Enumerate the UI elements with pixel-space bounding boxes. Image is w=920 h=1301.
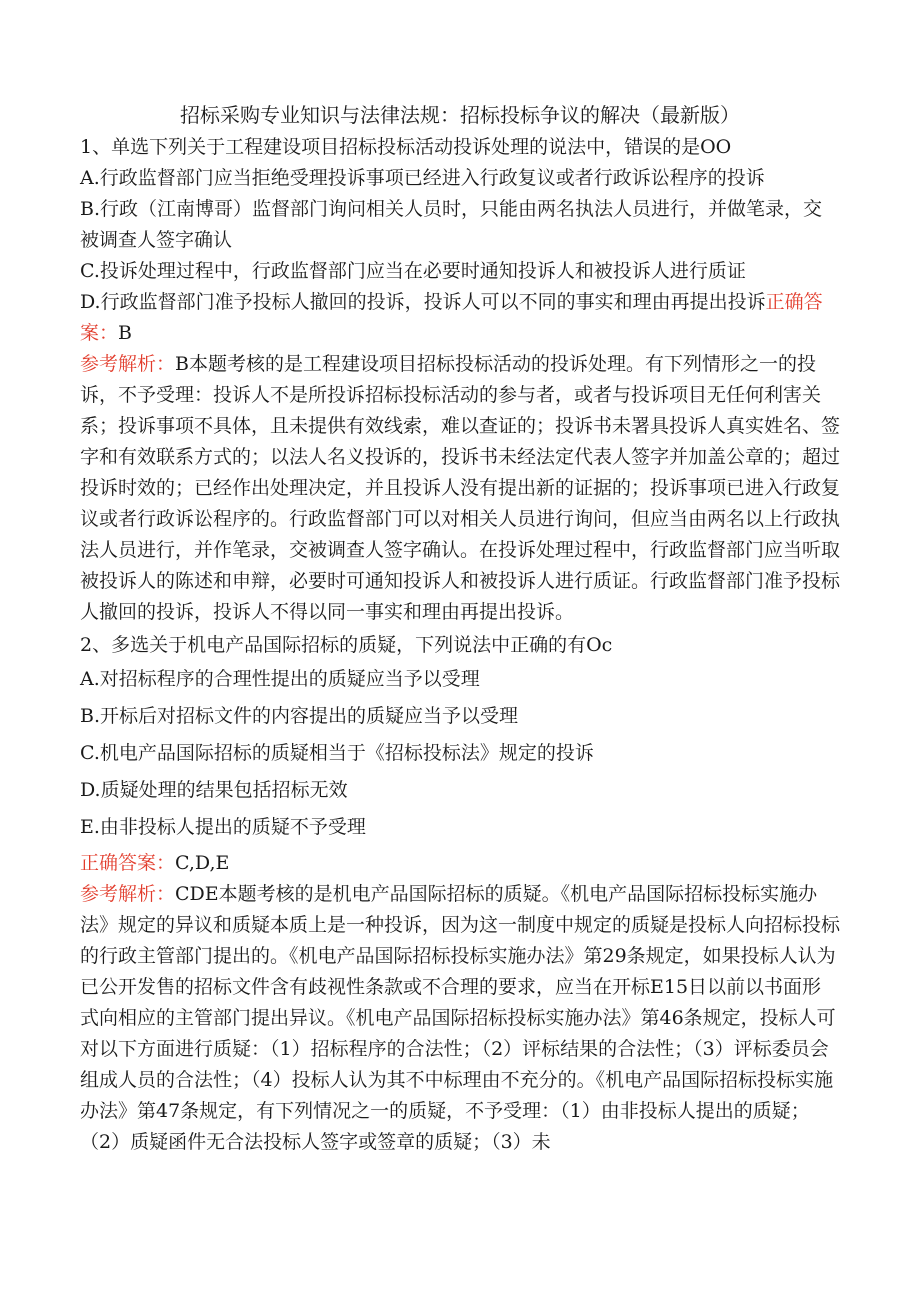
question-1-option-a: A.行政监督部门应当拒绝受理投诉事项已经进入行政复议或者行政诉讼程序的投诉 bbox=[80, 167, 765, 189]
question-1-option-b: B.行政（江南博哥）监督部门询问相关人员时，只能由两名执法人员进行，并做笔录，交被调查人签字确认 bbox=[80, 198, 823, 251]
question-2-answer: C,D,E bbox=[175, 852, 230, 874]
question-2-analysis-label: 参考解析： bbox=[80, 883, 176, 905]
question-2-analysis bbox=[80, 879, 840, 1158]
question-1-answer: B bbox=[118, 322, 132, 344]
question-2-option-c: C.机电产品国际招标的质疑相当于《招标投标法》规定的投诉 bbox=[80, 742, 594, 764]
question-2-option-a: A.对招标程序的合理性提出的质疑应当予以受理 bbox=[80, 668, 480, 690]
question-1-analysis-label: 参考解析： bbox=[80, 353, 176, 375]
document-title: 招标采购专业知识与法律法规：招标投标争议的解决（最新版） bbox=[180, 103, 740, 127]
question-1-stem: 1、单选下列关于工程建设项目招标投标活动投诉处理的说法中，错误的是OO bbox=[80, 136, 732, 158]
question-1-option-d-with-answer bbox=[80, 287, 840, 349]
question-2-analysis-text: CDE本题考核的是机电产品国际招标的质疑。《机电产品国际招标投标实施办法》规定的异议和质疑本质上是一种投诉，因为这一制度中规定的质疑是投标人向招标投标的行政主管部门提出的。《机电产品国际招标投标实施办法》第29条规定，如果投标人认为已公开发售的招标文件含有歧视性条款或不合理的要求，应当在开标E15日以前以书面形式向相应的主管部门提出异议。《机电产品国际招标投标实施办法》第46条规定，投标人可对以下方面进行质疑：（1）招标程序的合法性；（2）评标结果的合法性；（3）评标委员会组成人员的合法性；（4）投标人认为其不中标理由不充分的。《机电产品国际招标投标实施办法》第47条规定，有下列情况之一的质疑，不予受理：（1）由非投标人提出的质疑；（2）质疑函件无合法投标人签字或签章的质疑；（3）未 bbox=[80, 883, 841, 1153]
question-1-analysis bbox=[80, 349, 840, 628]
question-2-option-e: E.由非投标人提出的质疑不予受理 bbox=[80, 816, 366, 838]
question-2-option-b: B.开标后对招标文件的内容提出的质疑应当予以受理 bbox=[80, 705, 519, 727]
question-2 bbox=[80, 630, 840, 1158]
question-1-option-d: D.行政监督部门准予投标人撤回的投诉，投诉人可以不同的事实和理由再提出投诉 bbox=[80, 291, 766, 313]
question-2-answer-line bbox=[80, 848, 840, 879]
question-2-answer-label: 正确答案： bbox=[80, 852, 176, 874]
question-2-stem: 2、多选关于机电产品国际招标的质疑，下列说法中正确的有Oc bbox=[80, 634, 613, 656]
question-1-answer-label: 正确答案： bbox=[80, 291, 823, 344]
question-1-analysis-text: B本题考核的是工程建设项目招标投标活动的投诉处理。有下列情形之一的投诉，不予受理：投诉人不是所投诉招标投标活动的参与者，或者与投诉项目无任何利害关系；投诉事项不具体，且未提供有效线索，难以查证的；投诉书未署具投诉人真实姓名、签字和有效联系方式的；以法人名义投诉的，投诉书未经法定代表人签字并加盖公章的；超过投诉时效的；已经作出处理决定，并且投诉人没有提出新的证据的；投诉事项已进入行政复议或者行政诉讼程序的。行政监督部门可以对相关人员进行询问，但应当由两名以上行政执法人员进行，并作笔录，交被调查人签字确认。在投诉处理过程中，行政监督部门应当听取被投诉人的陈述和申辩，必要时可通知投诉人和被投诉人进行质证。行政监督部门准予投标人撤回的投诉，投诉人不得以同一事实和理由再提出投诉。 bbox=[80, 353, 841, 623]
question-1-option-c: C.投诉处理过程中，行政监督部门应当在必要时通知投诉人和被投诉人进行质证 bbox=[80, 260, 746, 282]
document-page bbox=[80, 100, 840, 1158]
question-1 bbox=[80, 132, 840, 628]
question-2-option-d: D.质疑处理的结果包括招标无效 bbox=[80, 779, 348, 801]
